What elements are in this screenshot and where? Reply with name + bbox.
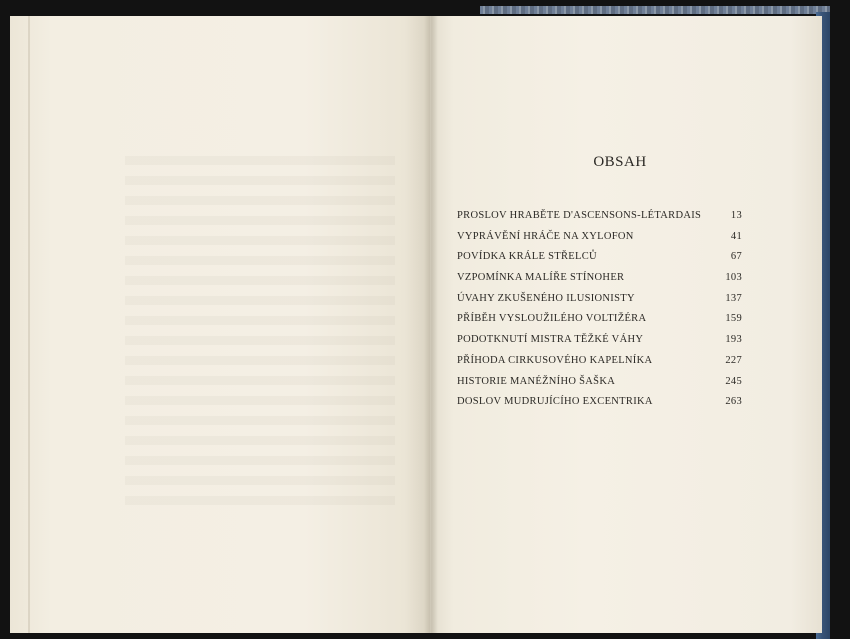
toc-entry — [457, 206, 742, 227]
toc-entry-title: VZPOMÍNKA MALÍŘE STÍNOHER — [457, 272, 625, 284]
book-gutter — [424, 16, 438, 633]
toc-entry — [457, 330, 742, 351]
toc-entry-title: PŘÍBĚH VYSLOUŽILÉHO VOLTIŽÉRA — [457, 313, 647, 325]
toc-entry — [457, 268, 742, 289]
left-page — [10, 16, 430, 633]
toc-entry-title: DOSLOV MUDRUJÍCÍHO EXCENTRIKA — [457, 396, 653, 408]
toc-entry-page: 263 — [725, 396, 742, 408]
toc-entry — [457, 351, 742, 372]
book-spread — [10, 12, 825, 633]
toc-entry-title: PROSLOV HRABĚTE D'ASCENSONS-LÉTARDAIS — [457, 210, 702, 221]
toc-entry — [457, 392, 742, 413]
toc-heading: OBSAH — [593, 154, 647, 170]
toc-entry-page: 13 — [730, 210, 742, 221]
toc-entry — [457, 289, 742, 310]
toc-entry-title: PŘÍHODA CIRKUSOVÉHO KAPELNÍKA — [457, 354, 653, 366]
toc-entry-page: 137 — [725, 292, 742, 304]
right-page — [430, 16, 822, 633]
toc-entry-page: 193 — [725, 334, 742, 346]
toc-entry — [457, 372, 742, 393]
toc-entry-title: VYPRÁVĚNÍ HRÁČE NA XYLOFON — [457, 230, 634, 242]
toc-entry-page: 67 — [730, 251, 742, 263]
toc-entry — [457, 309, 742, 330]
toc-entry-title: HISTORIE MANÉŽNÍHO ŠAŠKA — [457, 375, 616, 387]
toc-entry-page: 227 — [725, 354, 742, 366]
toc-entry-title: POVÍDKA KRÁLE STŘELCŮ — [457, 251, 597, 263]
toc-entry-title: PODOTKNUTÍ MISTRA TĚŽKÉ VÁHY — [457, 334, 644, 346]
toc-entry — [457, 247, 742, 268]
toc-entry-page: 41 — [730, 230, 742, 242]
bleed-through-text — [125, 156, 395, 516]
book-cover-top-edge — [480, 6, 830, 14]
toc-entry-page: 103 — [725, 272, 742, 284]
table-of-contents — [457, 206, 742, 413]
toc-entry-page: 159 — [725, 313, 742, 325]
toc-entry-title: ÚVAHY ZKUŠENÉHO ILUSIONISTY — [457, 292, 635, 304]
toc-entry-page: 245 — [725, 375, 742, 387]
toc-entry — [457, 227, 742, 248]
